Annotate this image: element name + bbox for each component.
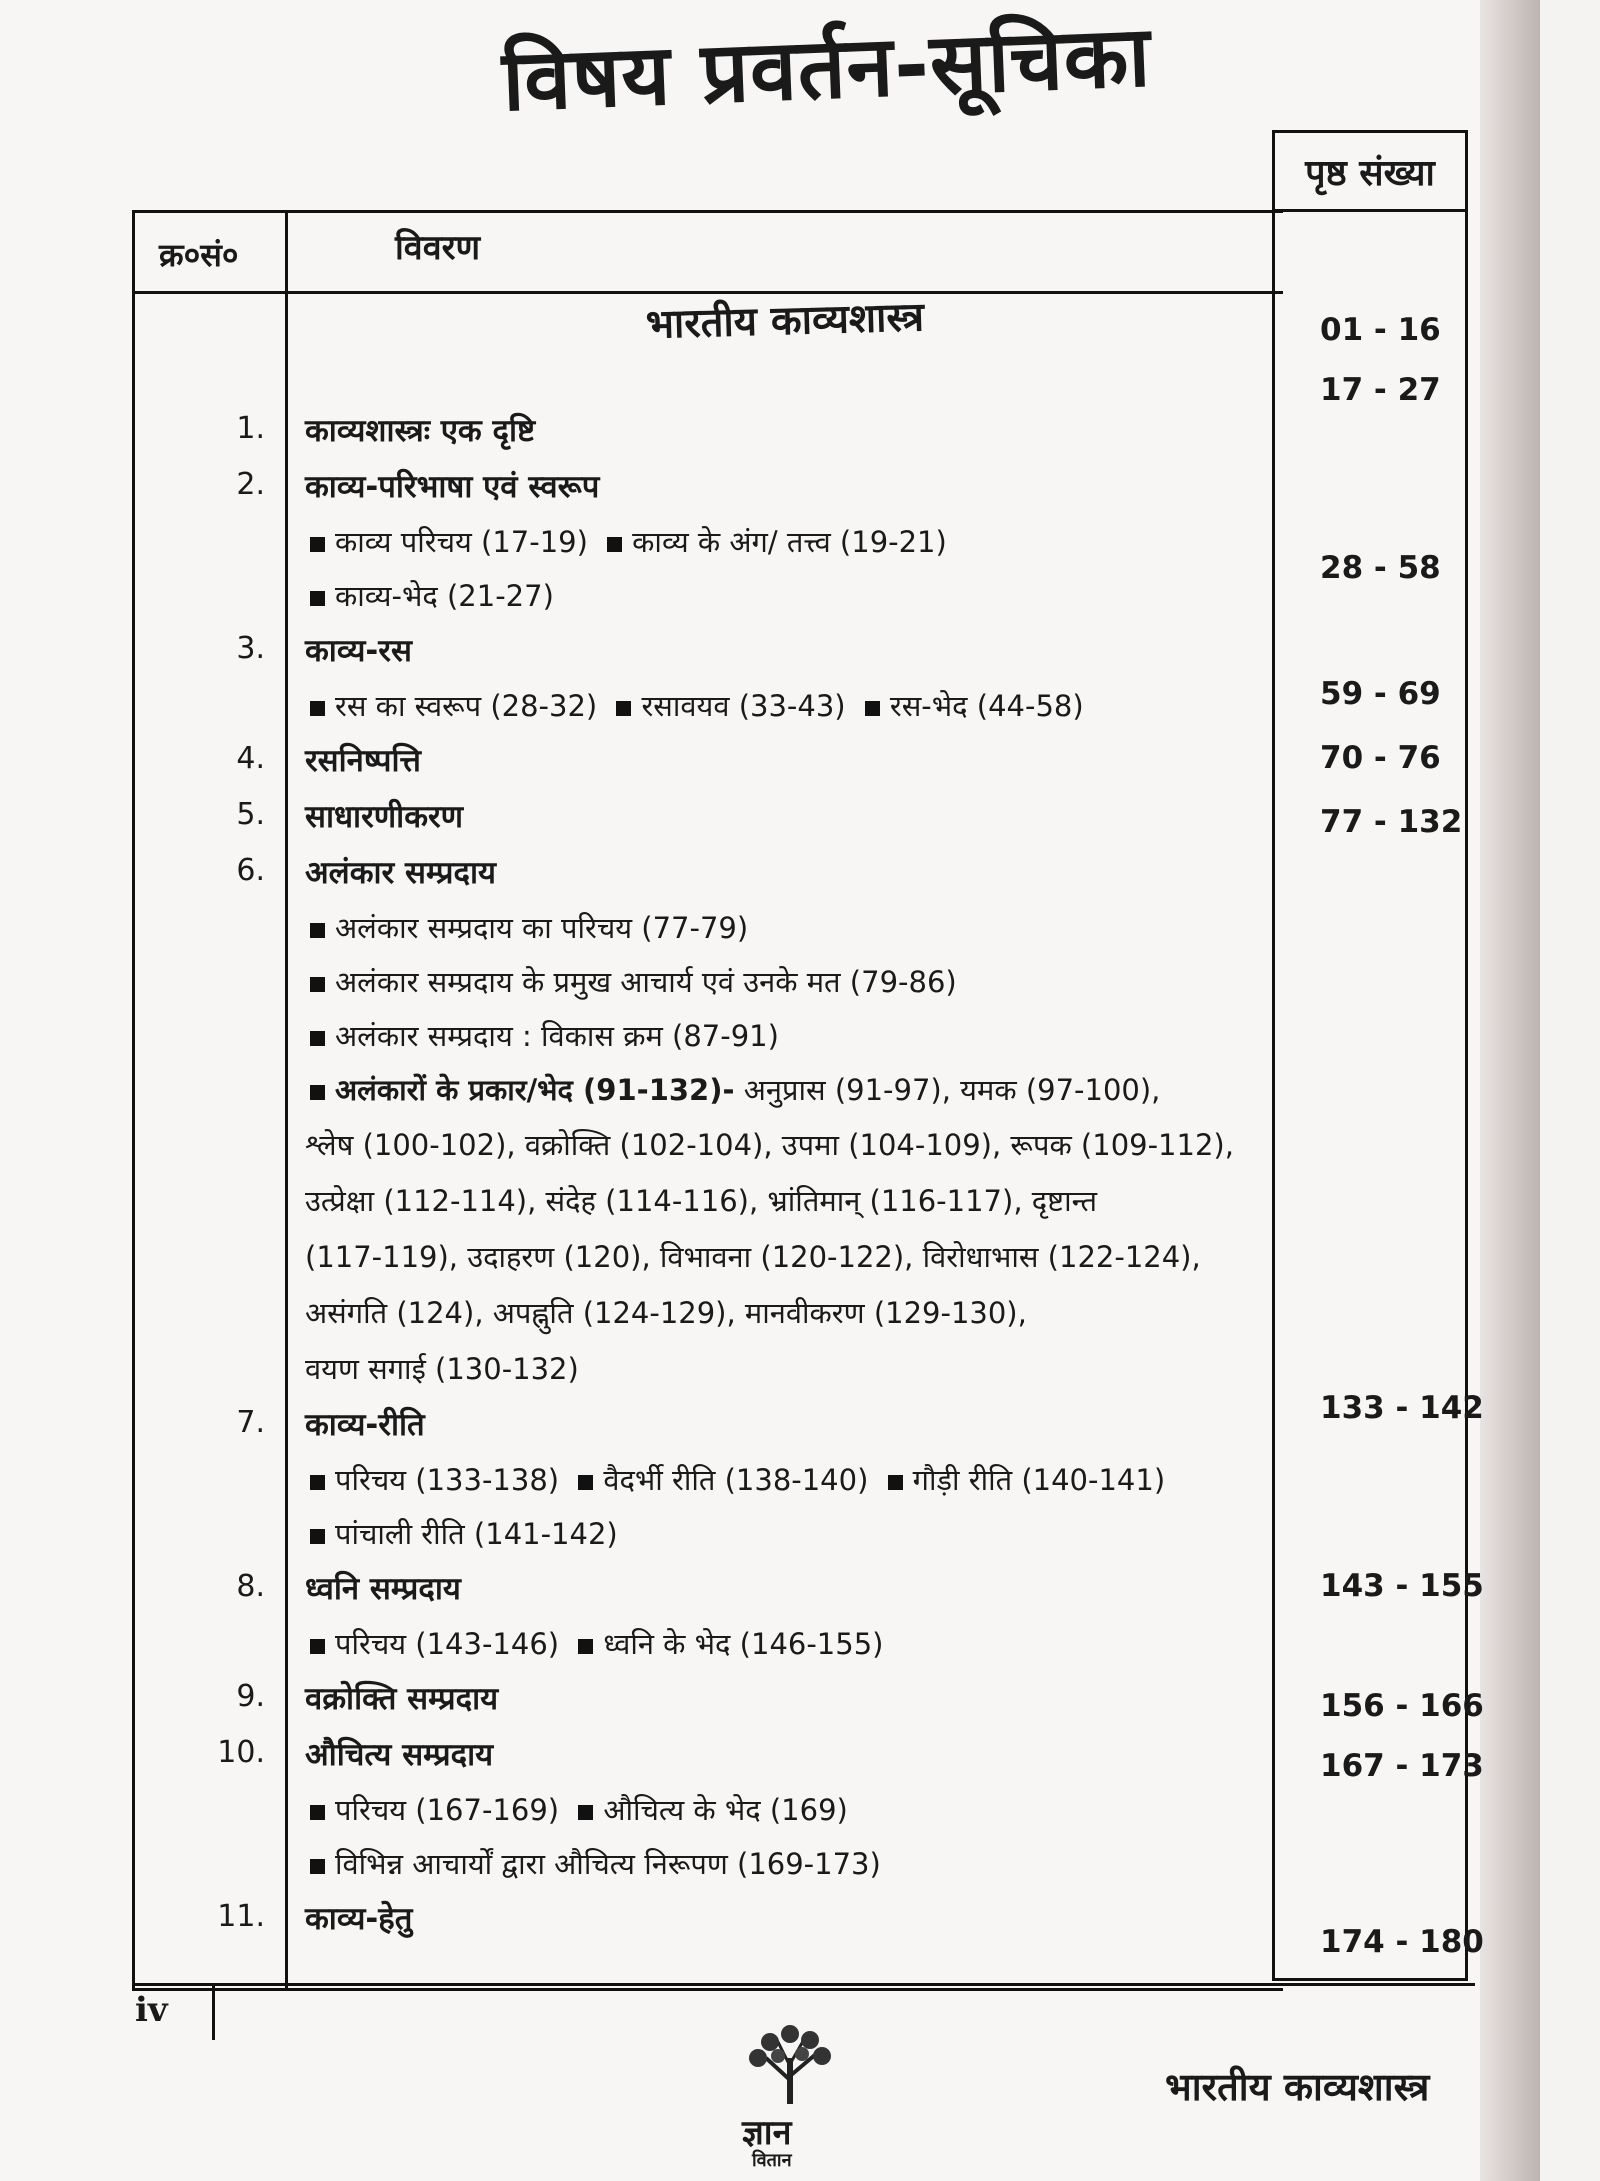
entry-2 [135,459,1283,623]
bullet-square-icon [310,1529,325,1544]
entry-title: औचित्य सम्प्रदाय [305,1737,494,1773]
entry-number: 1. [236,411,265,446]
page-range: 174 - 180 [1320,1924,1484,1960]
contents-table [132,210,1283,1991]
entry-title: रसनिष्पत्ति [305,743,421,779]
entry-9 [135,1671,1283,1727]
folio-divider [212,1985,215,2040]
subtopic: काव्य के अंग/ तत्त्व (19-21) [632,525,947,559]
running-title: भारतीय काव्यशास्त्र [1165,2065,1430,2109]
footer-rule [135,1983,1475,1986]
bullet-square-icon [310,1475,325,1490]
page-range: 133 - 142 [1320,1390,1484,1426]
bullet-square-icon [578,1805,593,1820]
subtopic: गौड़ी रीति (140-141) [912,1463,1166,1497]
subtopic-line [310,901,1283,955]
bullet-square-icon [616,701,631,716]
page-title: विषय प्रवर्तन-सूचिका [500,7,1153,130]
continuation-line: असंगति (124), अपह्नुति (124-129), मानवीकरण (129-130), [305,1296,1027,1330]
bullet-square-icon [310,1859,325,1874]
entry-title: साधारणीकरण [305,799,464,835]
subtopic: अलंकार सम्प्रदाय का परिचय (77-79) [335,911,749,945]
alankar-types: अनुप्रास (91-97), यमक (97-100), [743,1073,1161,1107]
entry-title: काव्य-रीति [305,1407,425,1443]
entry-number: 7. [236,1405,265,1440]
page-range: 59 - 69 [1320,676,1441,712]
page-folio: iv [135,1990,168,2030]
entry-title: काव्य-रस [305,633,412,669]
entry-number: 2. [236,467,265,502]
publisher-subname: वितान [752,2150,792,2171]
bullet-square-icon [310,923,325,938]
subtopic-line [310,1009,1283,1063]
entry-number: 8. [236,1569,265,1604]
continuation-line: वयण सगाई (130-132) [305,1352,579,1386]
entry-6 [135,845,1283,1397]
table-header-row [135,213,1283,294]
page-range: 17 - 27 [1320,372,1441,408]
entry-number: 5. [236,797,265,832]
entry-4 [135,733,1283,789]
subtopic: परिचय (143-146) [335,1627,560,1661]
subtopic: अलंकारों के प्रकार/भेद (91-132)- [335,1073,735,1107]
pages-column-header: पृष्ठ संख्या [1275,133,1465,212]
entry-number: 10. [217,1735,265,1770]
serial-column-header: क्र०सं० [159,236,239,274]
description-column-header: विवरण [395,228,481,268]
bullet-square-icon [865,701,880,716]
subtopic: काव्य परिचय (17-19) [335,525,588,559]
entry-number: 4. [236,741,265,776]
entry-10 [135,1727,1283,1891]
subtopic: काव्य-भेद (21-27) [335,579,554,613]
subtopic: ध्वनि के भेद (146-155) [603,1627,884,1661]
bullet-square-icon [310,1805,325,1820]
subtopic: वैदर्भी रीति (138-140) [603,1463,869,1497]
subtopic: रसावयव (33-43) [641,689,846,723]
bullet-square-icon [310,537,325,552]
bullet-square-icon [888,1475,903,1490]
bullet-square-icon [607,537,622,552]
continuation-line: उत्प्रेक्षा (112-114), संदेह (114-116), भ्रांतिमान् (116-117), दृष्टान्त [305,1184,1098,1218]
page-range: 28 - 58 [1320,550,1441,586]
bullet-square-icon [310,977,325,992]
subtopic: अलंकार सम्प्रदाय : विकास क्रम (87-91) [335,1019,779,1053]
bullet-square-icon [310,701,325,716]
page-range: 77 - 132 [1320,804,1463,840]
subtopic-line [310,569,1283,623]
page-range: 143 - 155 [1320,1568,1484,1604]
bullet-square-icon [310,1031,325,1046]
subtopic-line [310,1063,1283,1117]
entry-5 [135,789,1283,845]
subtopic-line [310,679,1283,733]
entry-title: काव्य-हेतु [305,1901,413,1937]
entry-7 [135,1397,1283,1561]
bullet-square-icon [578,1639,593,1654]
subtopic: अलंकार सम्प्रदाय के प्रमुख आचार्य एवं उनके मत (79-86) [335,965,957,999]
continuation-line: श्लेष (100-102), वक्रोक्ति (102-104), उपमा (104-109), रूपक (109-112), [305,1128,1234,1162]
entry-number: 11. [217,1899,265,1934]
subtopic-line [310,1617,1283,1671]
subtopic-line [310,1837,1283,1891]
subtopic: रस-भेद (44-58) [889,689,1084,723]
bullet-square-icon [310,591,325,606]
subtopic: परिचय (133-138) [335,1463,560,1497]
page-range: 70 - 76 [1320,740,1441,776]
page-range: 01 - 16 [1320,312,1441,348]
bullet-square-icon [310,1639,325,1654]
subtopic: पांचाली रीति (141-142) [335,1517,618,1551]
section-heading: भारतीय काव्यशास्त्र [645,294,925,348]
subtopic-line [310,955,1283,1009]
continuation-line: (117-119), उदाहरण (120), विभावना (120-122), विरोधाभास (122-124), [305,1240,1201,1274]
entry-1 [135,403,1283,459]
page-range: 167 - 173 [1320,1748,1484,1784]
entry-title: काव्यशास्त्रः एक दृष्टि [305,413,536,449]
subtopic: औचित्य के भेद (169) [603,1793,848,1827]
entry-title: काव्य-परिभाषा एवं स्वरूप [305,469,600,505]
subtopic-line [310,1783,1283,1837]
publisher-name: ज्ञान [742,2113,792,2153]
entry-number: 6. [236,853,265,888]
subtopic-line [310,1507,1283,1561]
entry-list [135,363,1283,1947]
entry-title: वक्रोक्ति सम्प्रदाय [305,1681,499,1717]
bullet-square-icon [310,1085,325,1100]
page-range: 156 - 166 [1320,1688,1484,1724]
entry-11 [135,1891,1283,1947]
subtopic: परिचय (167-169) [335,1793,560,1827]
entry-3 [135,623,1283,733]
subtopic-line [310,1453,1283,1507]
subtopic: रस का स्वरूप (28-32) [335,689,598,723]
entry-title: अलंकार सम्प्रदाय [305,855,496,891]
subtopic: विभिन्न आचार्यों द्वारा औचित्य निरूपण (169-173) [335,1847,881,1881]
entry-number: 9. [236,1679,265,1714]
entry-8 [135,1561,1283,1671]
page-edge-shadow [1480,0,1540,2181]
entry-number: 3. [236,631,265,666]
entry-title: ध्वनि सम्प्रदाय [305,1571,461,1607]
subtopic-line [310,515,1283,569]
bullet-square-icon [578,1475,593,1490]
